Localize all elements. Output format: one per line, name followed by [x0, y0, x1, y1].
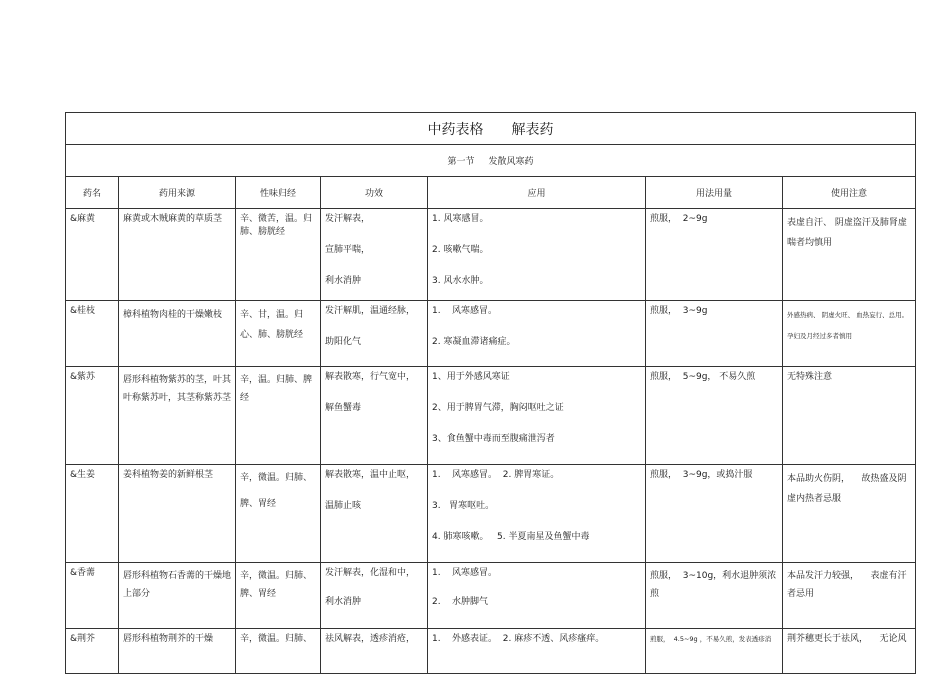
herb-name: &荆芥 — [66, 629, 119, 674]
efficacy-line: 祛风解表，透疹消疮， — [325, 634, 416, 644]
efficacy-line: 利水消肿 — [325, 597, 362, 607]
herb-nature: 辛、甘，温。归心、肺、膀胱经 — [236, 301, 321, 367]
application-line: 1. 风寒感冒。 — [432, 568, 498, 578]
herb-application — [428, 629, 646, 674]
title-text: 中药表格 — [427, 121, 484, 138]
efficacy-line: 解表散寒，行气宽中， — [325, 372, 416, 382]
herb-dosage: 煎服， 3~9g，或捣汁服 — [646, 465, 783, 563]
herb-caution: 表虚自汗、 阴虚盗汗及肺肾虚喘者均慎用 — [783, 209, 916, 301]
herb-source: 姜科植物姜的新鲜根茎 — [119, 465, 236, 563]
document-page — [65, 112, 915, 674]
herb-name: &麻黄 — [66, 209, 119, 301]
herb-source: 唇形科植物石香薷的干燥地上部分 — [119, 563, 236, 629]
efficacy-line: 利水消肿 — [325, 276, 362, 286]
herb-efficacy — [321, 465, 428, 563]
herb-efficacy — [321, 367, 428, 465]
herb-dosage: 煎服， 3~9g — [646, 301, 783, 367]
efficacy-line: 温肺止咳 — [325, 501, 362, 511]
herb-nature: 辛，微温。归肺、脾、胃经 — [236, 465, 321, 563]
herb-efficacy — [321, 563, 428, 629]
herb-table — [65, 112, 916, 674]
herb-caution: 本品助火伤阴， 故热盛及阴虚内热者忌服 — [783, 465, 916, 563]
herb-application — [428, 209, 646, 301]
table-row — [66, 209, 916, 301]
application-line: 1. 风寒感冒。 — [432, 306, 498, 316]
efficacy-line: 发汗解表，化湿和中， — [325, 568, 416, 578]
application-line: 3. 胃寒呕吐。 — [432, 501, 495, 511]
section-heading — [66, 145, 916, 177]
efficacy-line: 发汗解表， — [325, 214, 371, 224]
application-line: 1. 风寒感冒。 — [432, 214, 489, 224]
table-title — [66, 113, 916, 145]
application-line: 1. 风寒感冒。 2. 脾胃寒证。 — [432, 470, 560, 480]
herb-caution: 无特殊注意 — [783, 367, 916, 465]
table-row — [66, 465, 916, 563]
herb-source: 樟科植物肉桂的干燥嫩枝 — [119, 301, 236, 367]
herb-dosage: 煎服， 5~9g， 不易久煎 — [646, 367, 783, 465]
herb-name: &桂枝 — [66, 301, 119, 367]
herb-caution: 荆芥穗更长于祛风， 无论风 — [783, 629, 916, 674]
herb-source: 唇形科植物荆芥的干燥 — [119, 629, 236, 674]
herb-nature: 辛、微苦，温。归肺、膀胱经 — [236, 209, 321, 301]
header-source: 药用来源 — [119, 177, 236, 209]
table-row — [66, 301, 916, 367]
application-line: 2. 寒凝血滞诸痛症。 — [432, 337, 516, 347]
application-line: 3. 风水水肿。 — [432, 276, 489, 286]
herb-caution: 本品发汗力较强， 表虚有汗者忌用 — [783, 563, 916, 629]
header-name: 药名 — [66, 177, 119, 209]
application-line: 2. 咳嗽气喘。 — [432, 245, 489, 255]
application-line: 2、用于脾胃气滞，胸闷呕吐之证 — [432, 403, 564, 413]
efficacy-line: 宣肺平喘， — [325, 245, 371, 255]
table-row — [66, 629, 916, 674]
herb-application — [428, 465, 646, 563]
header-row — [66, 177, 916, 209]
herb-application — [428, 301, 646, 367]
header-caution: 使用注意 — [783, 177, 916, 209]
herb-nature: 辛，温。归肺、脾经 — [236, 367, 321, 465]
section-number: 第一节 — [447, 157, 475, 167]
herb-source: 麻黄或木贼麻黄的草质茎 — [119, 209, 236, 301]
header-efficacy: 功效 — [321, 177, 428, 209]
application-line: 3、食鱼蟹中毒而至腹痛泄泻者 — [432, 434, 555, 444]
herb-caution: 外感热病、 阴虚火旺、 血热妄行、总用。孕妇及月经过多者慎用 — [783, 301, 916, 367]
header-application: 应用 — [428, 177, 646, 209]
efficacy-line: 助阳化气 — [325, 337, 362, 347]
herb-source: 唇形科植物紫苏的茎，叶其叶称紫苏叶，其茎称紫苏茎 — [119, 367, 236, 465]
application-line: 1. 外感表证。 2. 麻疹不透、风疹瘙痒。 — [432, 634, 605, 644]
herb-name: &紫苏 — [66, 367, 119, 465]
efficacy-line: 解表散寒，温中止呕， — [325, 470, 416, 480]
title-right-text: 解表药 — [511, 121, 554, 138]
application-line: 2. 水肿脚气 — [432, 597, 489, 607]
herb-efficacy — [321, 629, 428, 674]
header-dosage: 用法用量 — [646, 177, 783, 209]
herb-efficacy — [321, 209, 428, 301]
table-row — [66, 367, 916, 465]
herb-dosage: 煎服， 2~9g — [646, 209, 783, 301]
table-row — [66, 563, 916, 629]
application-line: 1、用于外感风寒证 — [432, 372, 510, 382]
herb-dosage: 煎服， 3~10g，利水退肿须浓煎 — [646, 563, 783, 629]
efficacy-line: 解鱼蟹毒 — [325, 403, 362, 413]
herb-nature: 辛，微温。归肺、 — [236, 629, 321, 674]
herb-name: &香薷 — [66, 563, 119, 629]
herb-name: &生姜 — [66, 465, 119, 563]
herb-efficacy — [321, 301, 428, 367]
header-nature: 性味归经 — [236, 177, 321, 209]
herb-application — [428, 563, 646, 629]
herb-dosage: 煎服， 4.5~9g ，不易久煎，发表透疹消 — [646, 629, 783, 674]
herb-application — [428, 367, 646, 465]
application-line: 4. 肺寒咳嗽。 5. 半夏南星及鱼蟹中毒 — [432, 532, 590, 542]
efficacy-line: 发汗解肌，温通经脉， — [325, 306, 416, 316]
herb-nature: 辛，微温。归肺、脾、胃经 — [236, 563, 321, 629]
section-title: 发散风寒药 — [488, 157, 534, 167]
